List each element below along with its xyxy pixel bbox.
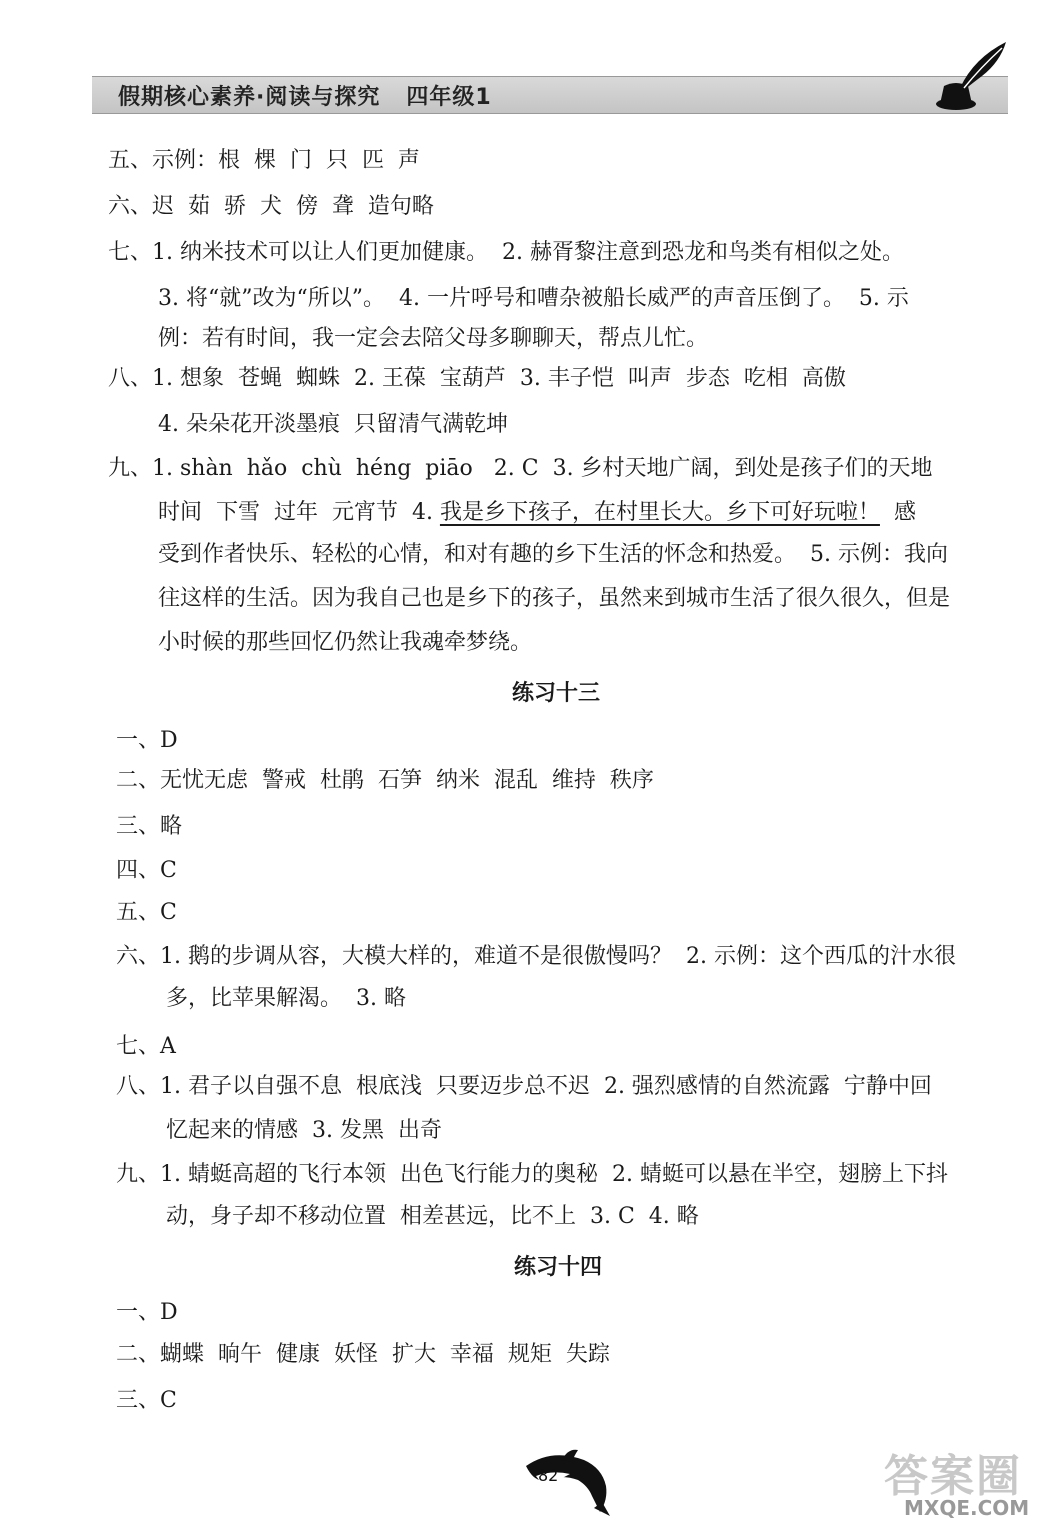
section-13-title: 练习十三 <box>512 681 601 706</box>
s13-line-3: 三、略 <box>116 814 183 839</box>
s13-line-8: 八、1. 君子以自强不息 根底浅 只要迈步总不迟 2. 强烈感情的自然流露 宁静中回 <box>116 1074 932 1099</box>
answer-line-9b-tail: 感 <box>893 500 916 525</box>
s14-line-3: 三、C <box>116 1388 177 1413</box>
answer-line-7: 七、1. 纳米技术可以让人们更加健康。 2. 赫胥黎注意到恐龙和鸟类有相似之处。 <box>108 240 904 265</box>
watermark-logo: 答案圈 <box>884 1451 1022 1502</box>
s13-line-5: 五、C <box>116 900 177 925</box>
s13-line-6b: 多，比苹果解渴。 3. 略 <box>166 986 406 1011</box>
s13-line-9: 九、1. 蜻蜓高超的飞行本领 出色飞行能力的奥秘 2. 蜻蜓可以悬在半空，翅膀上下抖 <box>116 1162 948 1187</box>
quill-ink-icon <box>930 38 1010 114</box>
answer-line-7c: 例：若有时间，我一定会去陪父母多聊聊天，帮点儿忙。 <box>158 326 709 351</box>
s13-line-9b: 动，身子却不移动位置 相差甚远，比不上 3. C 4. 略 <box>166 1204 699 1229</box>
page-number: 82 <box>538 1466 559 1485</box>
s13-line-7: 七、A <box>116 1034 176 1059</box>
answer-line-9b-lead: 时间 下雪 过年 元宵节 4. <box>158 500 433 525</box>
underlined-sentence: 我是乡下孩子，在村里长大。乡下可好玩啦！ <box>439 500 880 525</box>
s13-line-4: 四、C <box>116 858 177 883</box>
answer-line-9b <box>158 498 916 528</box>
section-14-title: 练习十四 <box>514 1255 603 1280</box>
answer-line-6: 六、迟 茹 骄 犬 傍 聋 造句略 <box>108 194 434 219</box>
answer-line-5: 五、示例：根 棵 门 只 匹 声 <box>108 148 420 173</box>
dolphin-icon <box>522 1446 614 1518</box>
header-title: 假期核心素养·阅读与探究 四年级1 <box>118 85 492 110</box>
answer-line-9: 九、1. shàn hǎo chù héng piāo 2. C 3. 乡村天地广阔，到处是孩子们的天地 <box>108 456 933 481</box>
s13-line-2: 二、无忧无虑 警戒 杜鹃 石笋 纳米 混乱 维持 秩序 <box>116 768 654 793</box>
s14-line-2: 二、蝴蝶 晌午 健康 妖怪 扩大 幸福 规矩 失踪 <box>116 1342 610 1367</box>
answer-line-7b: 3. 将“就”改为“所以”。 4. 一片呼号和嘈杂被船长威严的声音压倒了。 5. 示 <box>158 286 909 311</box>
watermark-url: MXQE.COM <box>904 1496 1030 1520</box>
answer-line-9c: 受到作者快乐、轻松的心情，和对有趣的乡下生活的怀念和热爱。 5. 示例：我向 <box>158 542 948 567</box>
answer-line-9e: 小时候的那些回忆仍然让我魂牵梦绕。 <box>158 630 533 655</box>
answer-line-8: 八、1. 想象 苍蝇 蜘蛛 2. 王葆 宝葫芦 3. 丰子恺 叫声 步态 吃相 高傲 <box>108 366 846 391</box>
s13-line-6: 六、1. 鹅的步调从容，大模大样的，难道不是很傲慢吗？ 2. 示例：这个西瓜的汁水很 <box>116 944 956 969</box>
s13-line-1: 一、D <box>116 728 178 753</box>
answer-line-8b: 4. 朵朵花开淡墨痕 只留清气满乾坤 <box>158 412 508 437</box>
answer-line-9d: 往这样的生活。因为我自己也是乡下的孩子，虽然来到城市生活了很久很久，但是 <box>158 586 951 611</box>
s13-line-8b: 忆起来的情感 3. 发黑 出奇 <box>166 1118 442 1143</box>
s14-line-1: 一、D <box>116 1300 178 1325</box>
